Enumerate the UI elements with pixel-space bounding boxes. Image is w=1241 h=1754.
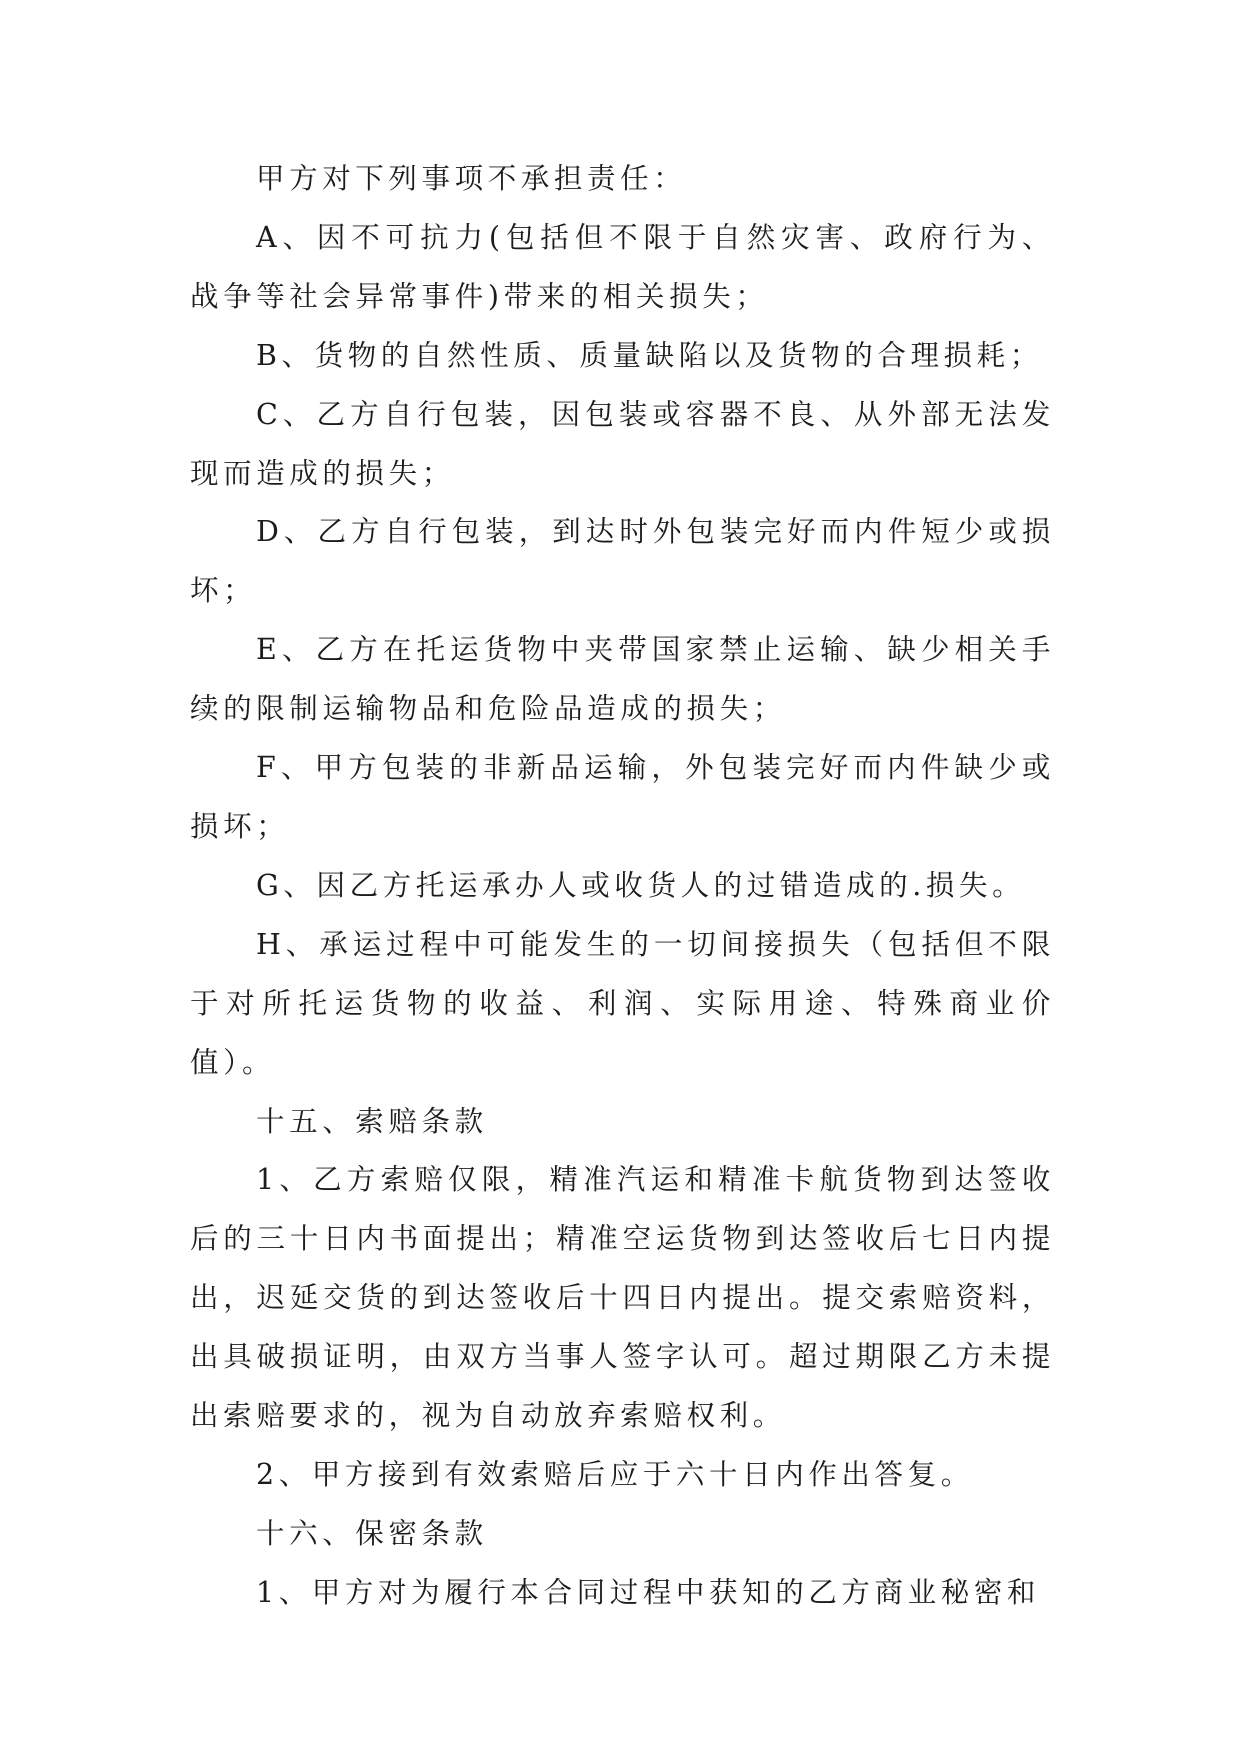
claim-clause-2: 2、甲方接到有效索赔后应于六十日内作出答复。	[256, 1457, 974, 1491]
clause-d-inner-shortage: D、乙方自行包装，到达时外包装完好而内件短少或损坏；	[190, 515, 1055, 608]
section-16-heading: 十六、保密条款	[256, 1516, 488, 1550]
section-15-heading: 十五、索赔条款	[256, 1104, 488, 1138]
liability-exemption-intro: 甲方对下列事项不承担责任：	[256, 162, 687, 195]
clause-g-consignor-fault: G、因乙方托运承办人或收货人的过错造成的.损失。	[256, 868, 1026, 902]
clause-c-packaging-defect: C、乙方自行包装，因包装或容器不良、从外部无法发现而造成的损失；	[190, 397, 1055, 490]
confidentiality-clause-1: 1、甲方对为履行本合同过程中获知的乙方商业秘密和	[256, 1575, 1041, 1609]
clause-f-used-goods: F、甲方包装的非新品运输，外包装完好而内件缺少或损坏；	[190, 751, 1055, 843]
clause-b-natural-loss: B、货物的自然性质、质量缺陷以及货物的合理损耗；	[256, 338, 1043, 372]
clause-e-prohibited-goods: E、乙方在托运货物中夹带国家禁止运输、缺少相关手续的限制运输物品和危险品造成的损失；	[190, 633, 1055, 726]
clause-h-indirect-loss: H、承运过程中可能发生的一切间接损失（包括但不限于对所托运货物的收益、利润、实际用途、特殊商业价值）。	[190, 927, 1055, 1079]
clause-a-force-majeure: A、因不可抗力(包括但不限于自然灾害、政府行为、战争等社会异常事件)带来的相关损失；	[190, 220, 1055, 313]
document-body	[190, 150, 1055, 1623]
claim-clause-1: 1、乙方索赔仅限，精准汽运和精准卡航货物到达签收后的三十日内书面提出；精准空运货物到达签收后七日内提出，迟延交货的到达签收后十四日内提出。提交索赔资料，出具破损证明，由双方当事人签字认可。超过期限乙方未提出索赔要求的，视为自动放弃索赔权利。	[190, 1163, 1055, 1433]
